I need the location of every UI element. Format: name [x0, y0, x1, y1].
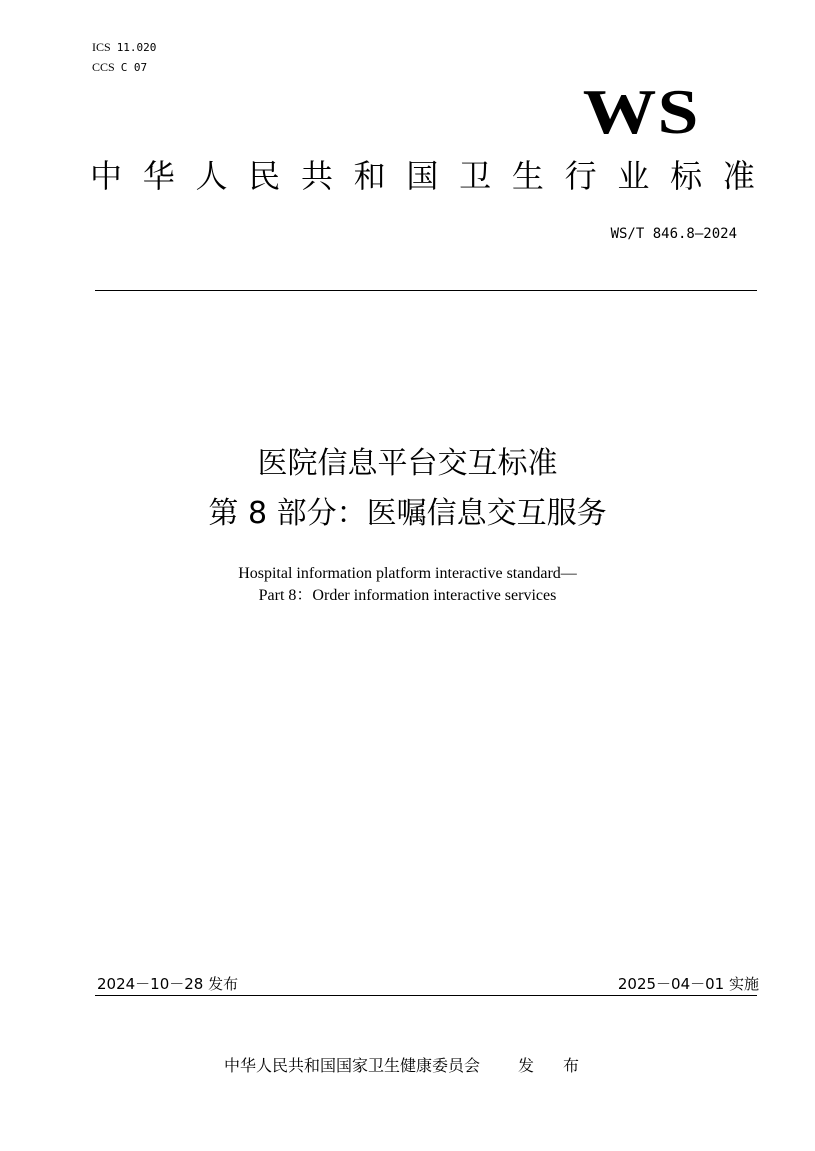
- org-title-char: 共: [300, 157, 333, 195]
- issuer-name: 中华人民共和国国家卫生健康委员会: [223, 1056, 480, 1075]
- org-title-char: 中: [90, 157, 123, 195]
- ccs-code: C 07: [120, 61, 148, 74]
- org-title-char: 业: [617, 157, 650, 195]
- publish-label: 发 布: [517, 1056, 592, 1075]
- org-title-char: 民: [248, 157, 281, 195]
- header-divider: [95, 290, 757, 291]
- ics-code: 11.020: [116, 41, 157, 54]
- release-date: 2024－10－28 发布: [97, 975, 239, 993]
- org-title: [90, 156, 755, 196]
- org-title-char: 行: [564, 157, 597, 195]
- footer-divider: [95, 995, 757, 996]
- title-en-line1: Hospital information platform interactive standard—: [238, 565, 577, 582]
- title-en-line2: Part 8：Order information interactive services: [258, 587, 557, 604]
- title-cn-line1: 医院信息平台交互标准: [257, 446, 558, 481]
- org-title-char: 华: [142, 157, 175, 195]
- standard-number: WS/T 846.8—2024: [610, 226, 737, 242]
- org-title-char: 生: [511, 157, 544, 195]
- org-title-char: 卫: [459, 157, 492, 195]
- org-title-char: 国: [406, 157, 439, 195]
- ics-line: [92, 40, 156, 55]
- org-title-char: 人: [195, 157, 228, 195]
- implement-date: 2025－04－01 实施: [617, 975, 759, 993]
- org-title-char: 和: [353, 157, 386, 195]
- org-title-char: 标: [670, 157, 703, 195]
- ws-logo: WS: [583, 76, 700, 147]
- org-title-char: 准: [722, 157, 755, 195]
- ccs-line: [92, 60, 147, 75]
- ccs-label: CCS: [92, 60, 115, 74]
- title-cn-line2: 第 8 部分：医嘱信息交互服务: [208, 496, 607, 531]
- issuer-line: [0, 1053, 815, 1076]
- ics-label: ICS: [92, 40, 111, 54]
